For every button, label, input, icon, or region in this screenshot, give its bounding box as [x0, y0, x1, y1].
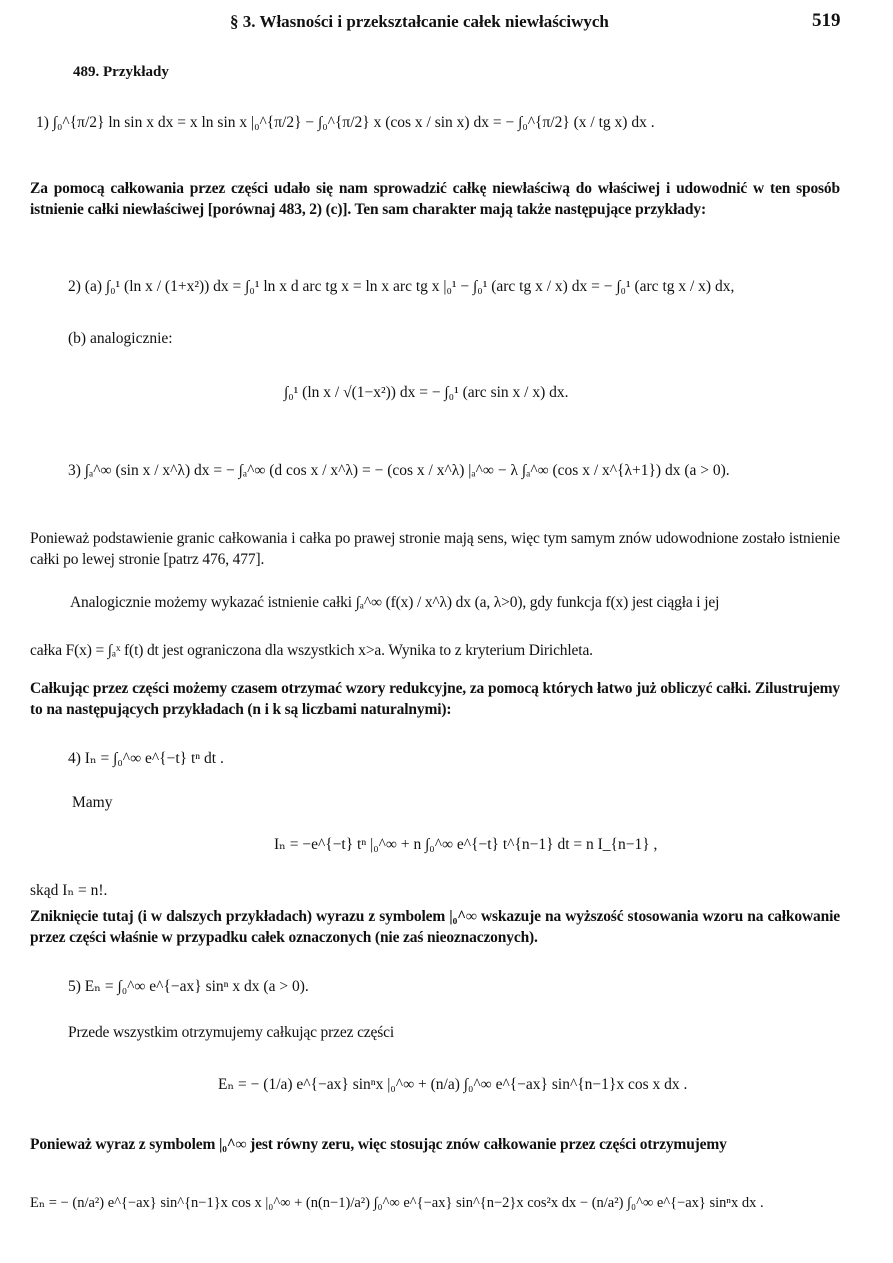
paragraph-4: Całkując przez części możemy czasem otrzymać wzory redukcyjne, za pomocą których łatwo już obliczyć całki. Zilustrujemy to na następujących przykładach (n i k są liczbami naturalnymi):	[30, 680, 840, 718]
formula-4b: Iₙ = −e^{−t} tⁿ |₀^∞ + n ∫₀^∞ e^{−t} t^{n−1} dt = n I_{n−1} ,	[274, 836, 658, 853]
formula-5b: Eₙ = − (1/a) e^{−ax} sinⁿx |₀^∞ + (n/a) ∫₀^∞ e^{−ax} sin^{n−1}x cos x dx .	[218, 1076, 688, 1093]
section-heading: 489. Przykłady	[73, 64, 169, 80]
paragraph-3a-text: Analogicznie możemy wykazać istnienie całki	[70, 594, 352, 611]
formula-3: 3) ∫ₐ^∞ (sin x / x^λ) dx = − ∫ₐ^∞ (d cos x / x^λ) = − (cos x / x^λ) |ₐ^∞ − λ ∫ₐ^∞ (cos x / x^{λ+1}) dx (a > 0).	[68, 462, 730, 479]
formula-4: 4) Iₙ = ∫₀^∞ e^{−t} tⁿ dt .	[68, 750, 224, 767]
paragraph-3c: całka F(x) = ∫ₐˣ f(t) dt jest ograniczona dla wszystkich x>a. Wynika to z kryterium Dirichleta.	[30, 642, 593, 659]
formula-5: 5) Eₙ = ∫₀^∞ e^{−ax} sinⁿ x dx (a > 0).	[68, 978, 309, 995]
formula-2b: ∫₀¹ (ln x / √(1−x²)) dx = − ∫₀¹ (arc sin x / x) dx.	[284, 384, 569, 401]
formula-4-label: Mamy	[72, 794, 113, 811]
paragraph-5: Zniknięcie tutaj (i w dalszych przykładach) wyrazu z symbolem |₀^∞ wskazuje na wyższość stosowania wzoru na całkowanie przez części właśnie w przypadku całek oznaczonych (nie zaś nieoznaczonych).	[30, 908, 840, 946]
page-number: 519	[812, 10, 841, 31]
paragraph-2: Ponieważ podstawienie granic całkowania i całka po prawej stronie mają sens, więc tym samym znów udowodnione zostało istnienie całki po lewej stronie [patrz 476, 477].	[30, 530, 840, 568]
formula-4c: skąd Iₙ = n!.	[30, 882, 108, 899]
formula-2a: 2) (a) ∫₀¹ (ln x / (1+x²)) dx = ∫₀¹ ln x d arc tg x = ln x arc tg x |₀¹ − ∫₀¹ (arc tg x / x) dx = − ∫₀¹ (arc tg x / x) dx,	[68, 278, 735, 295]
paragraph-6: Przede wszystkim otrzymujemy całkując przez części	[68, 1024, 395, 1041]
paragraph-3a	[70, 592, 719, 613]
paragraph-3-integral: ∫ₐ^∞ (f(x) / x^λ) dx (a, λ>0),	[355, 594, 527, 611]
formula-1: 1) ∫₀^{π/2} ln sin x dx = x ln sin x |₀^{π/2} − ∫₀^{π/2} x (cos x / sin x) dx = − ∫₀^{π/2} (x / tg x) dx .	[36, 114, 655, 131]
formula-2b-label: (b) analogicznie:	[68, 330, 173, 347]
paragraph-7: Ponieważ wyraz z symbolem |₀^∞ jest równy zeru, więc stosując znów całkowanie przez części otrzymujemy	[30, 1136, 727, 1153]
header-title: § 3. Własności i przekształcanie całek niewłaściwych	[230, 12, 609, 31]
running-header	[0, 8, 893, 36]
paragraph-1: Za pomocą całkowania przez części udało się nam sprowadzić całkę niewłaściwą do właściwej i udowodnić w ten sposób istnienie całki niewłaściwej [porównaj 483, 2) (c)]. Ten sam charakter mają także następujące przykłady:	[30, 180, 840, 218]
formula-5c: Eₙ = − (n/a²) e^{−ax} sin^{n−1}x cos x |₀^∞ + (n(n−1)/a²) ∫₀^∞ e^{−ax} sin^{n−2}x cos²x dx − (n/a²) ∫₀^∞ e^{−ax} sinⁿx dx .	[30, 1195, 764, 1211]
paragraph-3b-text: gdy funkcja f(x) jest ciągła i jej	[529, 594, 720, 611]
